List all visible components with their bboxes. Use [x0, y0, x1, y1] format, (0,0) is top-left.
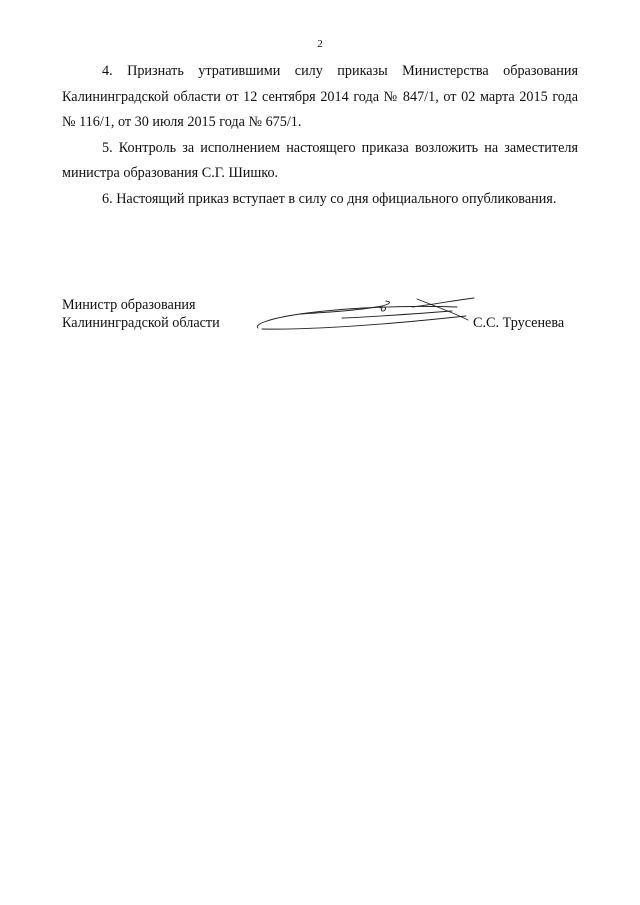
signature-block [62, 296, 582, 346]
handwritten-signature-icon [252, 292, 478, 338]
paragraph-item-4: 4. Признать утратившими силу приказы Министерства образования Калининградской области от 12 сентября 2014 года № 847/1, от 02 марта 2015 года № 116/1, от 30 июля 2015 года № 675/1. [62, 63, 578, 130]
page-number: 2 [317, 38, 323, 50]
paragraph-item-5: 5. Контроль за исполнением настоящего приказа возложить на заместителя министра образования С.Г. Шишко. [62, 139, 578, 181]
paragraph-item-6: 6. Настоящий приказ вступает в силу со дня официального опубликования. [102, 190, 557, 207]
signatory-name: С.С. Трусенева [473, 315, 565, 331]
signatory-title-line2: Калининградской области [62, 315, 220, 331]
signatory-title-line1: Министр образования [62, 297, 196, 313]
document-body [62, 59, 578, 212]
